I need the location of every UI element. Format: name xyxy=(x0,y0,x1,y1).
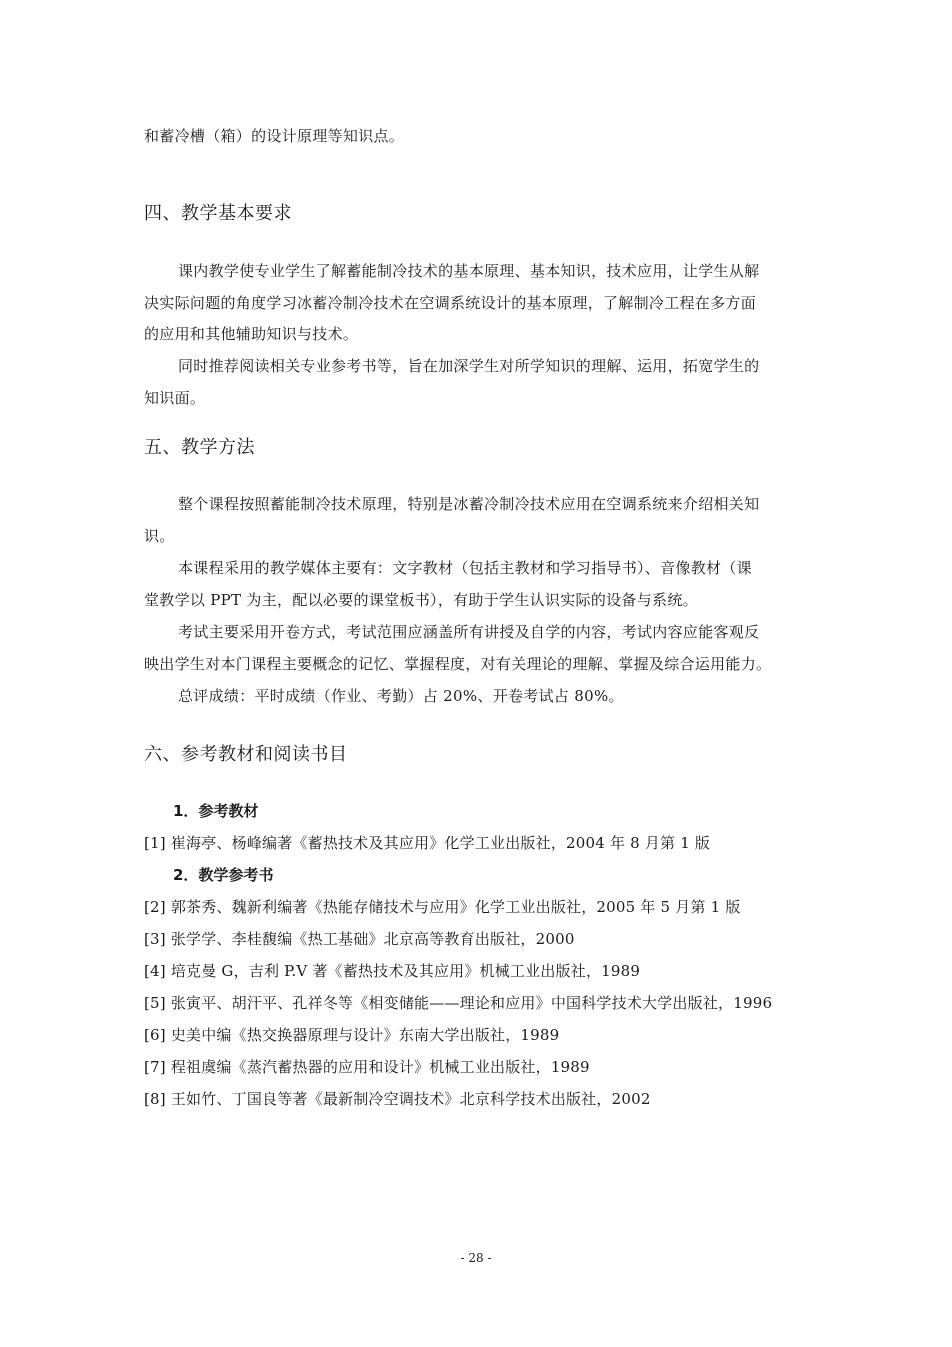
s5-p3-line-1: 考试主要采用开卷方式，考试范围应涵盖所有讲授及自学的内容，考试内容应能客观反 xyxy=(178,623,760,641)
s5-p2-line-2: 堂教学以 PPT 为主，配以必要的课堂板书），有助于学生认识实际的设备与系统。 xyxy=(144,591,698,609)
s4-p1-line-1: 课内教学使专业学生了解蓄能制冷技术的基本原理、基本知识，技术应用，让学生从解 xyxy=(178,262,760,280)
subheading-reference-books: 2．教学参考书 xyxy=(173,866,274,884)
reference-4: [4] 培克曼 G，吉利 P.V 著《蓄热技术及其应用》机械工业出版社，1989 xyxy=(144,962,641,980)
reference-3: [3] 张学学、李桂馥编《热工基础》北京高等教育出版社，2000 xyxy=(144,930,575,948)
reference-2: [2] 郭茶秀、魏新利编著《热能存储技术与应用》化学工业出版社，2005 年 5 月第 1 版 xyxy=(144,898,741,916)
reference-7: [7] 程祖虞编《蒸汽蓄热器的应用和设计》机械工业出版社，1989 xyxy=(144,1058,590,1076)
s5-p4: 总评成绩：平时成绩（作业、考勤）占 20%、开卷考试占 80%。 xyxy=(178,687,624,705)
intro-line: 和蓄冷槽（箱）的设计原理等知识点。 xyxy=(144,127,405,145)
reference-5: [5] 张寅平、胡汗平、孔祥冬等《相变储能——理论和应用》中国科学技术大学出版社，1996 xyxy=(144,994,773,1012)
s4-p1-line-3: 的应用和其他辅助知识与技术。 xyxy=(144,325,359,343)
s4-p2-line-1: 同时推荐阅读相关专业参考书等，旨在加深学生对所学知识的理解、运用，拓宽学生的 xyxy=(178,357,760,375)
s5-p1-line-1: 整个课程按照蓄能制冷技术原理，特别是冰蓄冷制冷技术应用在空调系统来介绍相关知 xyxy=(178,495,760,513)
page-number: - 28 - xyxy=(460,1251,492,1265)
section-4-heading: 四、教学基本要求 xyxy=(144,203,292,224)
reference-8: [8] 王如竹、丁国良等著《最新制冷空调技术》北京科学技术出版社，2002 xyxy=(144,1090,651,1108)
section-5-heading: 五、教学方法 xyxy=(144,437,255,458)
s5-p3-line-2: 映出学生对本门课程主要概念的记忆、掌握程度，对有关理论的理解、掌握及综合运用能力。 xyxy=(144,655,772,673)
s5-p1-line-2: 识。 xyxy=(144,527,175,545)
s4-p1-line-2: 决实际问题的角度学习冰蓄冷制冷技术在空调系统设计的基本原理，了解制冷工程在多方面 xyxy=(144,294,757,312)
subheading-textbook: 1．参考教材 xyxy=(173,802,259,820)
s4-p2-line-2: 知识面。 xyxy=(144,389,206,407)
reference-1: [1] 崔海亭、杨峰编著《蓄热技术及其应用》化学工业出版社，2004 年 8 月第 1 版 xyxy=(144,834,711,852)
reference-6: [6] 史美中编《热交换器原理与设计》东南大学出版社，1989 xyxy=(144,1026,560,1044)
s5-p2-line-1: 本课程采用的教学媒体主要有：文字教材（包括主教材和学习指导书）、音像教材（课 xyxy=(178,559,752,577)
section-6-heading: 六、参考教材和阅读书目 xyxy=(144,744,348,765)
